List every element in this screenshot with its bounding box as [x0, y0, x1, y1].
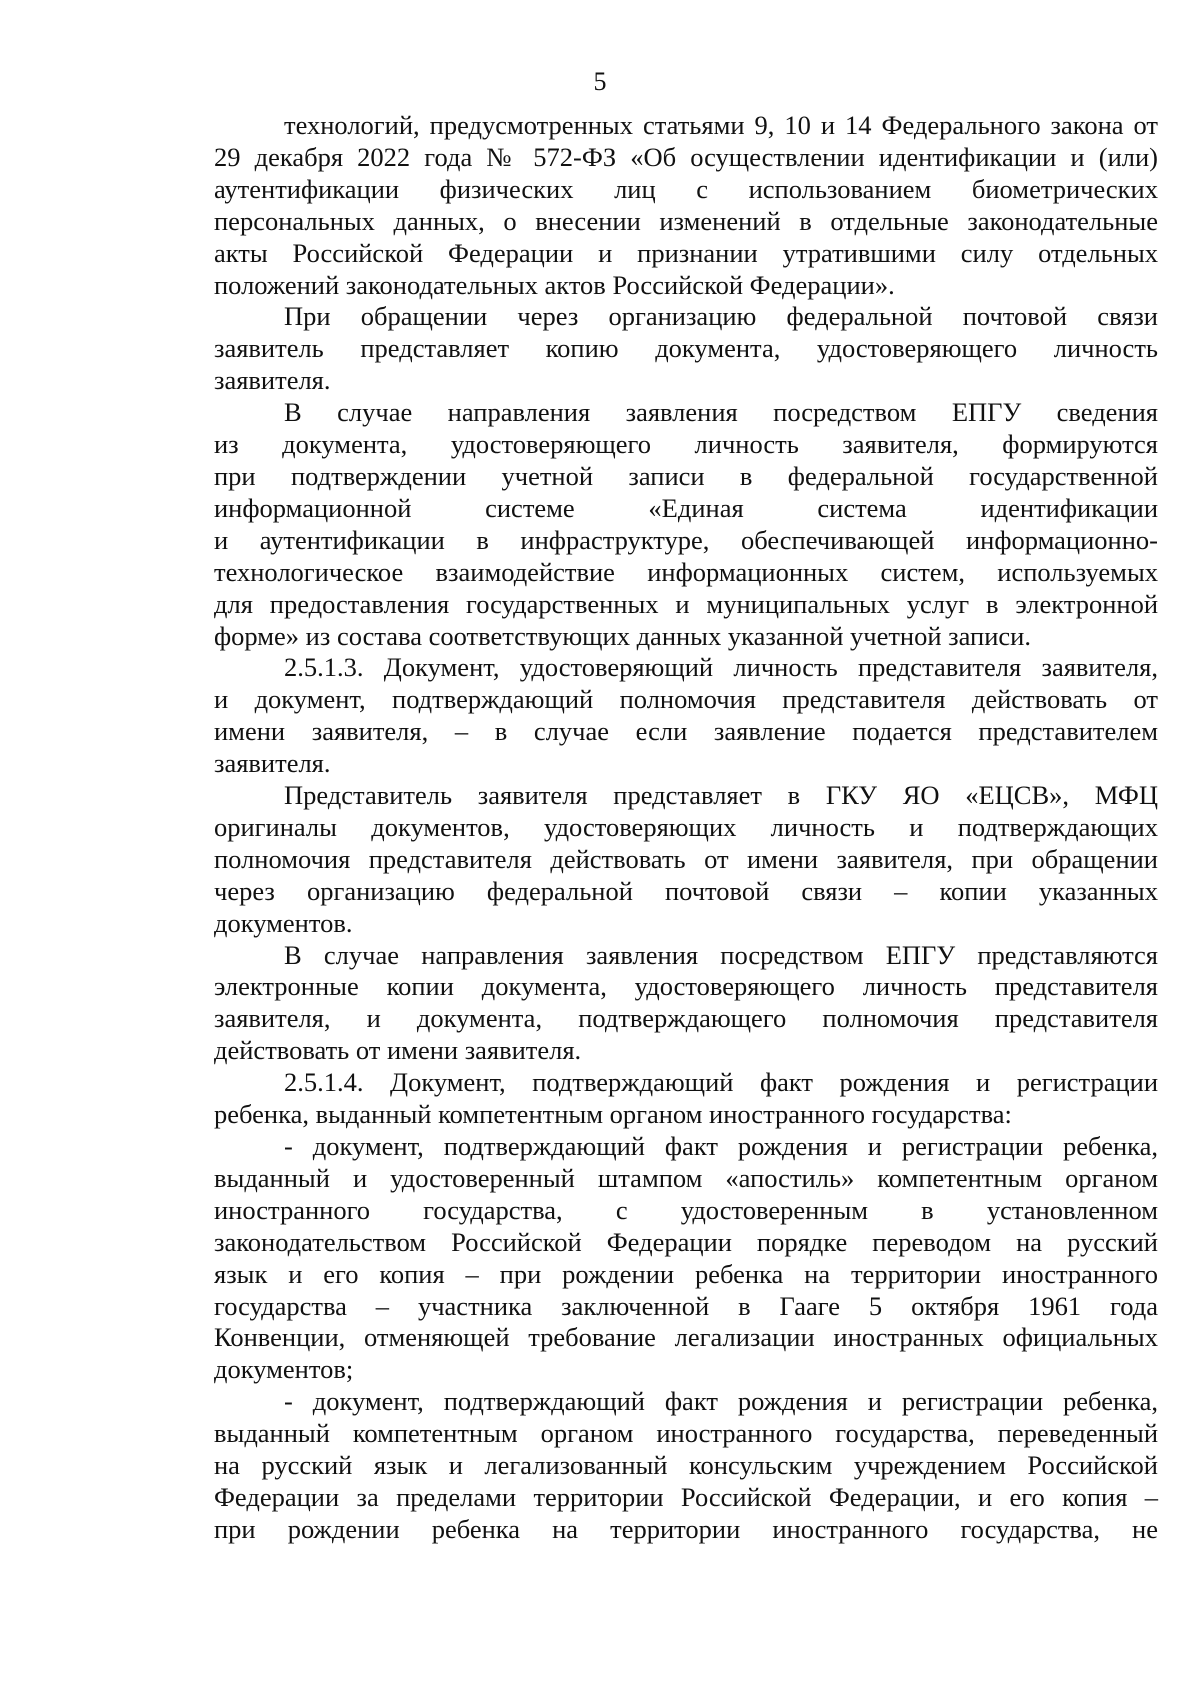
text-line: документов.	[214, 907, 353, 938]
paragraph	[214, 652, 1158, 780]
text-line: 2.5.1.3. Документ, удостоверяющий личность представителя заявителя,	[284, 652, 1158, 683]
text-line: технологическое взаимодействие информационных систем, используемых	[214, 556, 1158, 587]
paragraph	[214, 1067, 1158, 1131]
paragraph	[214, 1386, 1158, 1546]
text-line: Конвенции, отменяющей требование легализации иностранных официальных	[214, 1322, 1158, 1353]
text-line: Федерации за пределами территории Российской Федерации, и его копия –	[214, 1481, 1158, 1512]
text-line: акты Российской Федерации и признании утратившими силу отдельных	[214, 237, 1158, 268]
text-line: и документ, подтверждающий полномочия представителя действовать от	[214, 684, 1158, 715]
text-line: аутентификации физических лиц с использованием биометрических	[214, 173, 1158, 204]
text-line: на русский язык и легализованный консульским учреждением Российской	[214, 1450, 1158, 1481]
paragraph	[214, 940, 1158, 1068]
text-line: заявителя.	[214, 748, 331, 779]
text-line: оригиналы документов, удостоверяющих личность и подтверждающих	[214, 811, 1158, 842]
text-line: электронные копии документа, удостоверяющего личность представителя	[214, 971, 1158, 1002]
text-line: При обращении через организацию федеральной почтовой связи	[284, 301, 1158, 332]
page-number: 5	[593, 67, 607, 96]
text-line: форме» из состава соответствующих данных указанной учетной записи.	[214, 620, 1031, 651]
text-line: из документа, удостоверяющего личность заявителя, формируются	[214, 429, 1158, 460]
text-line: - документ, подтверждающий факт рождения и регистрации ребенка,	[284, 1386, 1158, 1417]
text-line: В случае направления заявления посредством ЕПГУ представляются	[284, 939, 1158, 970]
document-body	[214, 110, 1158, 1546]
text-line: В случае направления заявления посредством ЕПГУ сведения	[284, 397, 1158, 428]
text-line: выданный и удостоверенный штампом «апостиль» компетентным органом	[214, 1162, 1158, 1193]
text-line: 29 декабря 2022 года № 572-ФЗ «Об осуществлении идентификации и (или)	[214, 141, 1158, 172]
text-line: и аутентификации в инфраструктуре, обеспечивающей информационно-	[214, 524, 1158, 555]
text-line: положений законодательных актов Российской Федерации».	[214, 269, 895, 300]
text-line: через организацию федеральной почтовой связи – копии указанных	[214, 875, 1158, 906]
paragraph	[214, 110, 1158, 301]
text-line: при рождении ребенка на территории иностранного государства, не	[214, 1513, 1158, 1544]
text-line: ребенка, выданный компетентным органом иностранного государства:	[214, 1099, 1012, 1130]
text-line: язык и его копия – при рождении ребенка на территории иностранного	[214, 1258, 1158, 1289]
paragraph	[214, 301, 1158, 397]
text-line: заявителя.	[214, 365, 331, 396]
text-line: законодательством Российской Федерации порядке переводом на русский	[214, 1226, 1158, 1257]
paragraph	[214, 397, 1158, 652]
paragraph	[214, 780, 1158, 940]
text-line: имени заявителя, – в случае если заявление подается представителем	[214, 716, 1158, 747]
text-line: технологий, предусмотренных статьями 9, 10 и 14 Федерального закона от	[284, 110, 1158, 140]
text-line: выданный компетентным органом иностранного государства, переведенный	[214, 1418, 1158, 1449]
text-line: заявителя, и документа, подтверждающего полномочия представителя	[214, 1003, 1158, 1034]
text-line: 2.5.1.4. Документ, подтверждающий факт рождения и регистрации	[284, 1067, 1158, 1098]
text-line: - документ, подтверждающий факт рождения и регистрации ребенка,	[284, 1131, 1158, 1161]
text-line: документов;	[214, 1354, 354, 1385]
text-line: при подтверждении учетной записи в федеральной государственной	[214, 460, 1158, 491]
text-line: полномочия представителя действовать от имени заявителя, при обращении	[214, 843, 1158, 874]
text-line: персональных данных, о внесении изменений в отдельные законодательные	[214, 205, 1158, 236]
text-line: для предоставления государственных и муниципальных услуг в электронной	[214, 588, 1158, 619]
text-line: Представитель заявителя представляет в ГКУ ЯО «ЕЦСВ», МФЦ	[284, 780, 1158, 811]
text-line: заявитель представляет копию документа, удостоверяющего личность	[214, 333, 1158, 364]
text-line: иностранного государства, с удостоверенным в установленном	[214, 1194, 1158, 1225]
text-line: действовать от имени заявителя.	[214, 1035, 582, 1066]
text-line: государства – участника заключенной в Гааге 5 октября 1961 года	[214, 1290, 1158, 1321]
text-line: информационной системе «Единая система идентификации	[214, 492, 1158, 523]
paragraph	[214, 1131, 1158, 1386]
